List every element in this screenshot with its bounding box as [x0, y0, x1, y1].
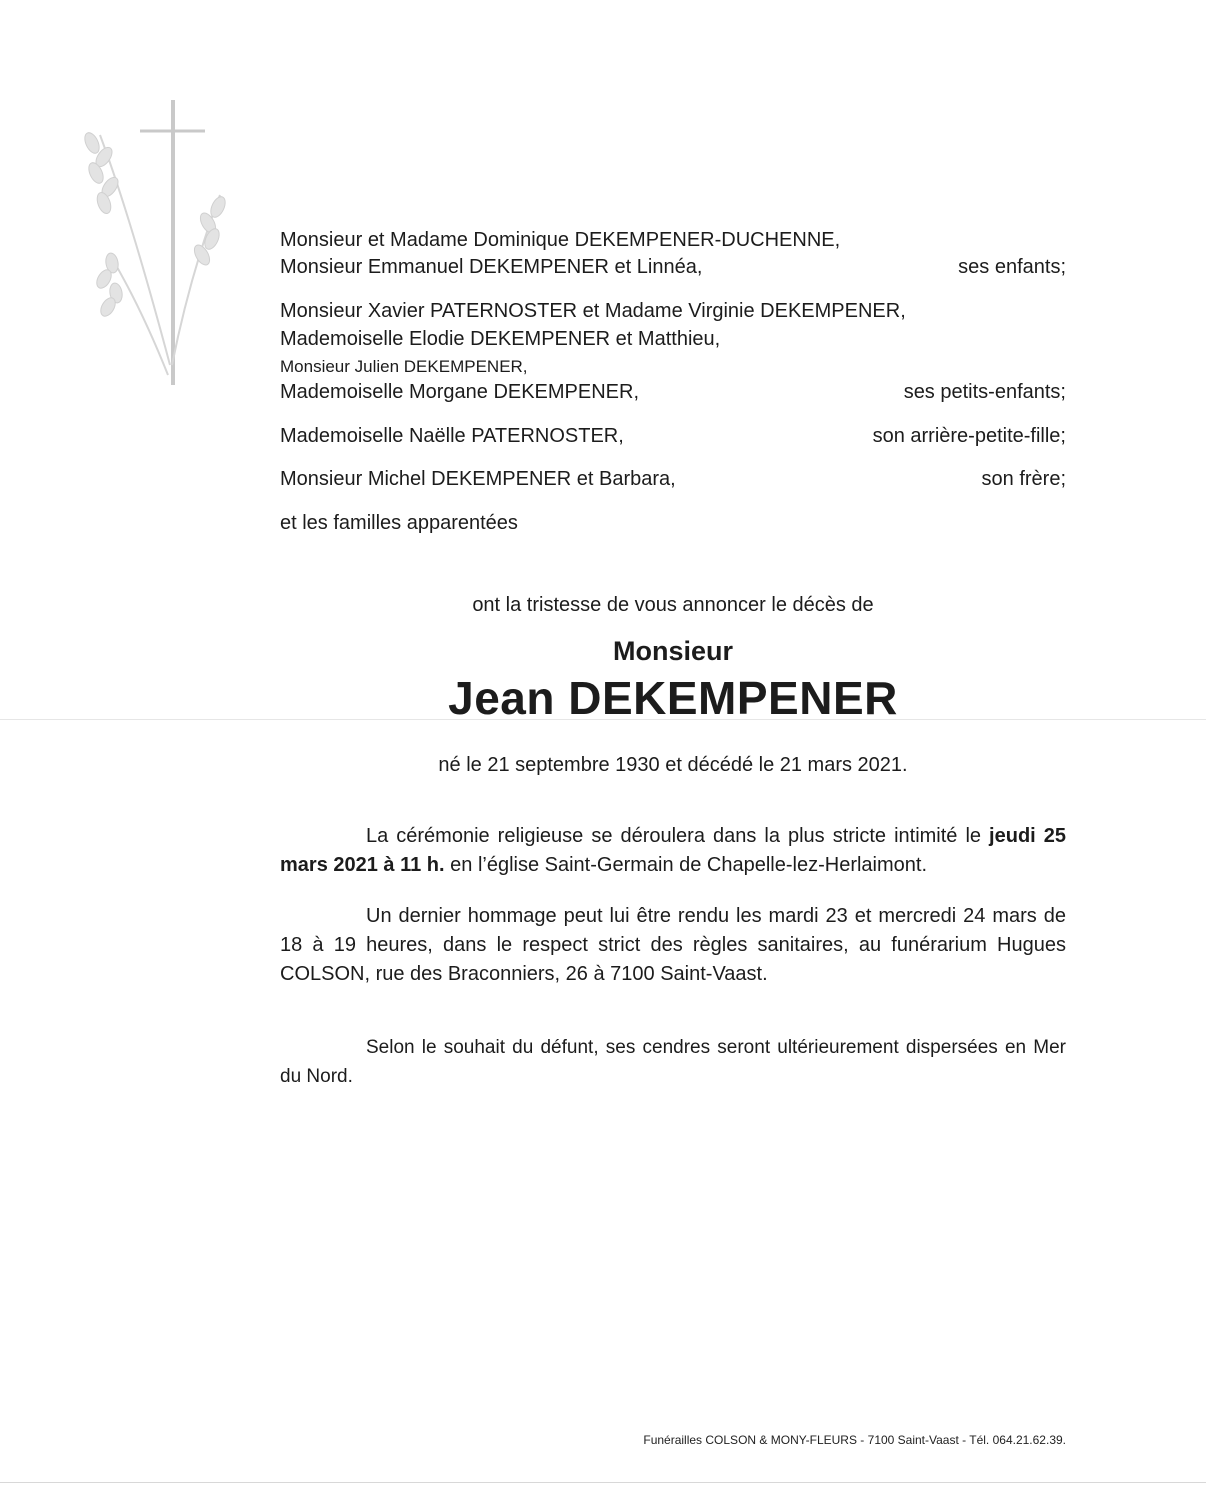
grandchildren-line-3	[280, 354, 1066, 380]
bottom-edge-line	[0, 1482, 1206, 1483]
deceased-name: Jean DEKEMPENER	[448, 672, 898, 724]
family-member: Monsieur Emmanuel DEKEMPENER et Linnéa,	[280, 256, 703, 278]
grandchildren-line-2	[280, 326, 1066, 352]
wishes-paragraph: Selon le souhait du défunt, ses cendres seront ultérieurement dispersées en Mer du Nord.	[280, 1037, 1066, 1087]
great-grandchild-line	[280, 423, 1066, 449]
relation-children: ses enfants;	[958, 256, 1066, 278]
funeral-home-footer: Funérailles COLSON & MONY-FLEURS - 7100 Saint-Vaast - Tél. 064.21.62.39.	[643, 1433, 1066, 1447]
grandchildren-line-1	[280, 298, 1066, 324]
announcement-intro: ont la tristesse de vous annoncer le décès de	[472, 594, 874, 616]
grandchildren-line-4	[280, 379, 1066, 405]
children-line-1	[280, 227, 1066, 253]
other-families: et les familles apparentées	[280, 512, 518, 534]
ceremony-text-after: en l’église Saint-Germain de Chapelle-lez-Herlaimont.	[444, 854, 928, 876]
ceremony-date: jeudi 25 mars 2021 à 11 h.	[280, 825, 1066, 876]
relation-great-grandchild: son arrière-petite-fille;	[872, 425, 1066, 447]
ceremony-text-before: La cérémonie religieuse se déroulera dans la plus stricte intimité le	[366, 825, 990, 847]
family-member: Mademoiselle Naëlle PATERNOSTER,	[280, 425, 624, 447]
other-families-line	[280, 510, 1066, 536]
family-member: Monsieur Xavier PATERNOSTER et Madame Virginie DEKEMPENER,	[280, 300, 906, 322]
cross-wheat-decoration	[60, 95, 240, 395]
family-member: Monsieur et Madame Dominique DEKEMPENER-DUCHENNE,	[280, 229, 841, 251]
cross-icon	[140, 100, 205, 385]
relation-grandchildren: ses petits-enfants;	[903, 381, 1066, 403]
life-dates: né le 21 septembre 1930 et décédé le 21 mars 2021.	[438, 754, 908, 776]
ceremony-paragraph	[280, 822, 1066, 880]
family-member: Mademoiselle Elodie DEKEMPENER et Matthieu,	[280, 328, 721, 350]
family-member: Monsieur Michel DEKEMPENER et Barbara,	[280, 468, 676, 490]
family-member: Mademoiselle Morgane DEKEMPENER,	[280, 381, 640, 403]
deceased-civility: Monsieur	[612, 636, 733, 666]
brother-line	[280, 466, 1066, 492]
wheat-icon	[82, 130, 228, 375]
family-member: Monsieur Julien DEKEMPENER,	[280, 357, 528, 376]
relation-brother: son frère;	[981, 468, 1066, 490]
children-line-2	[280, 254, 1066, 280]
tribute-paragraph: Un dernier hommage peut lui être rendu les mardi 23 et mercredi 24 mars de 18 à 19 heures, dans le respect strict des règles sanitaires, au funérarium Hugues COLSON, rue des Braconniers, 26 à 7100 Saint-Vaast.	[280, 905, 1066, 985]
